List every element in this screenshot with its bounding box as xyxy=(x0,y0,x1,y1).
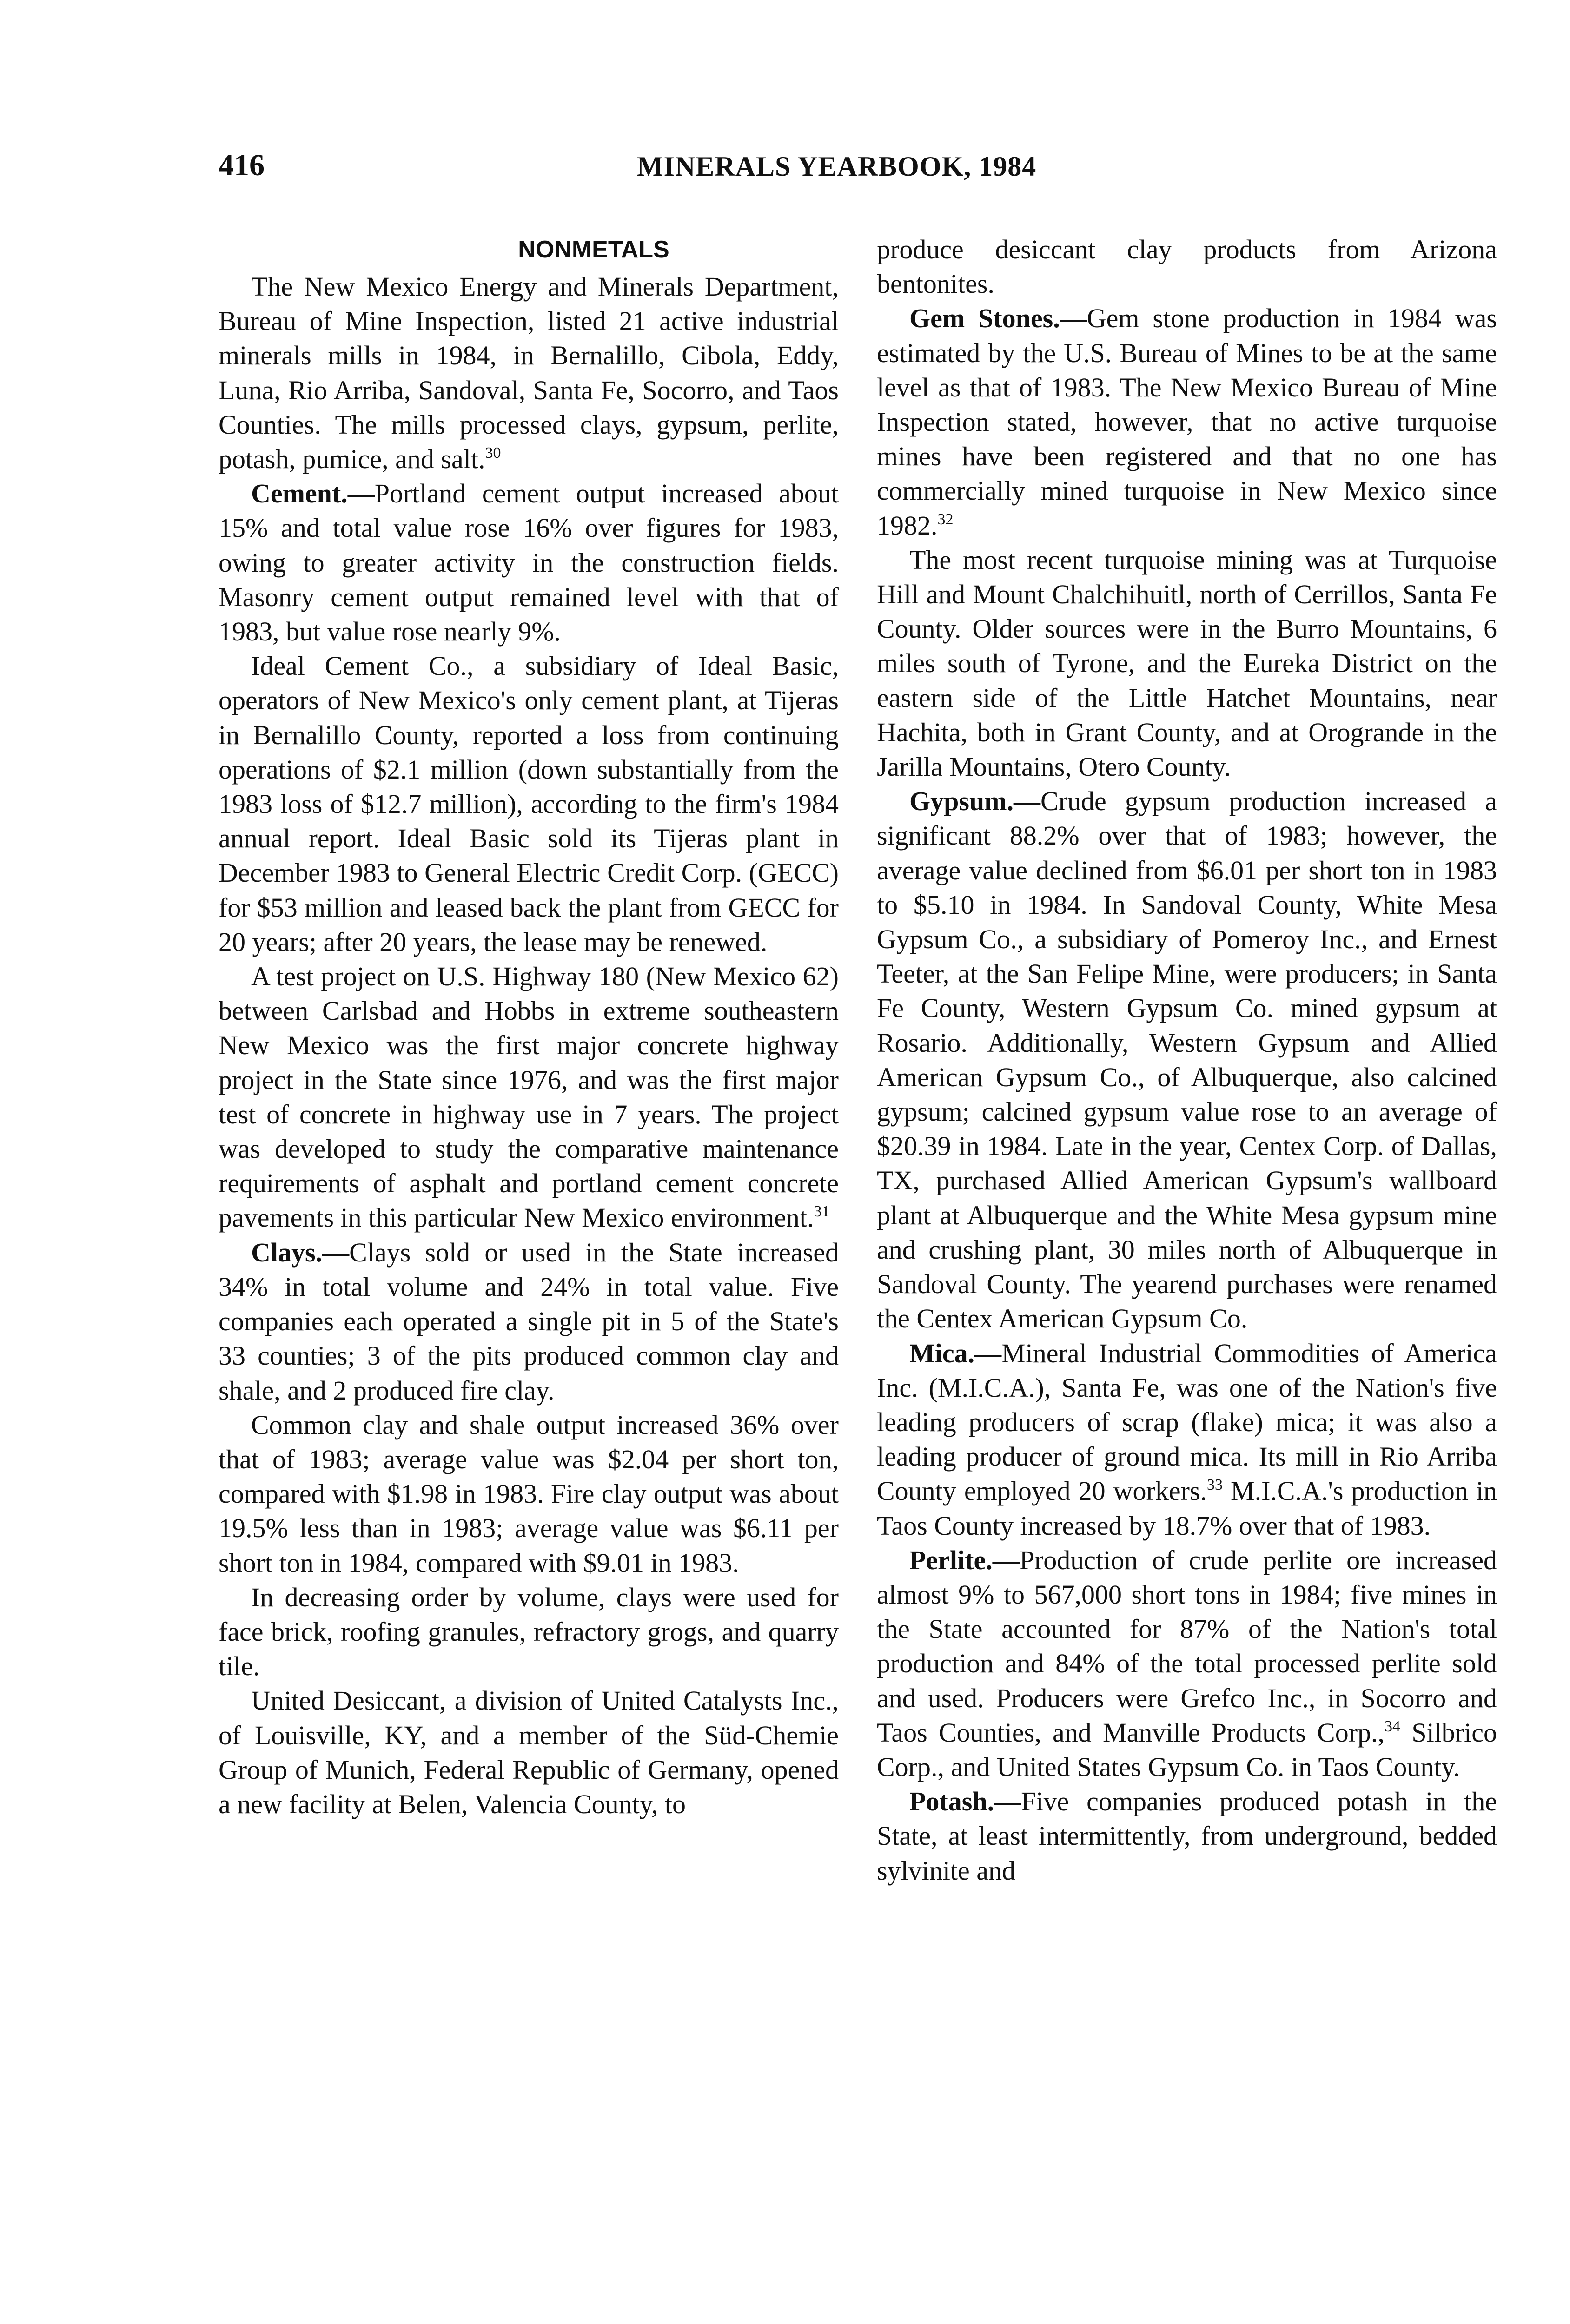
page-number: 416 xyxy=(219,148,265,182)
footnote-ref: 31 xyxy=(814,1203,830,1221)
paragraph-united-desiccant: United Desiccant, a division of United Catalysts Inc., of Louisville, KY, and a member of the Süd-Chemie Group of Munich, Federal Republic of Germany, opened a new facility at Belen, Valencia County, to xyxy=(219,1685,839,1819)
paragraph-turquoise: The most recent turquoise mining was at Turquoise Hill and Mount Chalchihuitl, north of Cerrillos, Santa Fe County. Older sources were in the Burro Mountains, 6 miles south of Tyrone, and the Eureka District on the eastern side of the Little Hatchet Mountains, near Hachita, both in Grant County, and at Orogrande in the Jarilla Mountains, Otero County. xyxy=(877,544,1497,782)
paragraph-gypsum: Gypsum.—Crude gypsum production increased a significant 88.2% over that of 1983; however, the average value declined from $6.01 per short ton in 1983 to $5.10 in 1984. In Sandoval County, White Mesa Gypsum Co., a subsidiary of Pomeroy Inc., and Ernest Teeter, at the San Felipe Mine, were producers; in Santa Fe County, Western Gypsum Co. mined gypsum at Rosario. Additionally, Western Gypsum and Allied American Gypsum Co., of Albuquerque, also calcined gypsum; calcined gypsum value rose to an average of $20.39 in 1984. Late in the year, Centex Corp. of Dallas, TX, purchased Allied American Gypsum's wallboard plant at Albuquerque and the White Mesa gypsum mine and crushing plant, 30 miles north of Albuquerque in Sandoval County. The yearend purchases were renamed the Centex American Gypsum Co. xyxy=(877,786,1497,1334)
subsection-lead: Mica.— xyxy=(909,1338,1002,1368)
paragraph-clays: Clays.—Clays sold or used in the State increased 34% in total volume and 24% in total value. Five companies each operated a single pit in 5 of the State's 33 counties; 3 of the pits produced common clay and shale, and 2 produced fire clay. xyxy=(219,1237,839,1406)
paragraph-desiccant-continued: produce desiccant clay products from Arizona bentonites. xyxy=(877,234,1497,299)
subsection-lead: Gem Stones.— xyxy=(909,303,1087,334)
subsection-lead: Perlite.— xyxy=(909,1545,1020,1575)
subsection-lead: Gypsum.— xyxy=(909,786,1041,817)
left-column xyxy=(219,232,839,1822)
paragraph-clay-uses: In decreasing order by volume, clays were used for face brick, roofing granules, refractory grogs, and quarry tile. xyxy=(219,1582,839,1682)
paragraph-common-clay: Common clay and shale output increased 36% over that of 1983; average value was $2.04 per short ton, compared with $1.98 in 1983. Fire clay output was about 19.5% less than in 1983; average value was $6.11 per short ton in 1984, compared with $9.01 in 1983. xyxy=(219,1409,839,1578)
subsection-lead: Cement.— xyxy=(251,478,375,509)
paragraph-test-project: A test project on U.S. Highway 180 (New Mexico 62) between Carlsbad and Hobbs in extreme southeastern New Mexico was the first major concrete highway project in the State since 1976, and was the first major test of concrete in highway use in 7 years. The project was developed to study the comparative maintenance requirements of asphalt and portland cement concrete pavements in this particular New Mexico environment.$^{31}$ xyxy=(219,961,839,1233)
right-column xyxy=(877,232,1497,1888)
footnote-ref: 34 xyxy=(1385,1717,1401,1735)
paragraph-cement: Cement.—Portland cement output increased about 15% and total value rose 16% over figures for 1983, owing to greater activity in the construction fields. Masonry cement output remained level with that of 1983, but value rose nearly 9%. xyxy=(219,478,839,647)
paragraph-potash: Potash.—Five companies produced potash in the State, at least intermittently, from underground, bedded sylvinite and xyxy=(877,1786,1497,1886)
footnote-ref: 30 xyxy=(485,444,501,462)
subsection-lead: Potash.— xyxy=(909,1786,1021,1817)
paragraph-ideal-cement: Ideal Cement Co., a subsidiary of Ideal Basic, operators of New Mexico's only cement plant, at Tijeras in Bernalillo County, reported a loss from continuing operations of $2.1 million (down substantially from the 1983 loss of $12.7 million), according to the firm's 1984 annual report. Ideal Basic sold its Tijeras plant in December 1983 to General Electric Credit Corp. (GECC) for $53 million and leased back the plant from GECC for 20 years; after 20 years, the lease may be renewed. xyxy=(219,651,839,957)
footnote-ref: 33 xyxy=(1206,1476,1223,1494)
running-header xyxy=(219,148,1083,190)
paragraph-perlite: Perlite.—Production of crude perlite ore increased almost 9% to 567,000 short tons in 1984; five mines in the State accounted for 87% of the Nation's total production and 84% of the total processed perlite sold and used. Producers were Grefco Inc., in Socorro and Taos Counties, and Manville Products Corp.,$^{34}$ Silbrico Corp., and United States Gypsum Co. in Taos County. xyxy=(877,1545,1497,1782)
subsection-lead: Clays.— xyxy=(251,1237,350,1268)
paragraph-gem-stones: Gem Stones.—Gem stone production in 1984 was estimated by the U.S. Bureau of Mines to be at the same level as that of 1983. The New Mexico Bureau of Mine Inspection stated, however, that no active turquoise mines have been registered and that no one has commercially mined turquoise in New Mexico since 1982.32 xyxy=(877,303,1497,541)
section-title: NONMETALS xyxy=(518,236,669,263)
paragraph-intro: The New Mexico Energy and Minerals Department, Bureau of Mine Inspection, listed 21 active industrial minerals mills in 1984, in Bernalillo, Cibola, Eddy, Luna, Rio Arriba, Sandoval, Santa Fe, Socorro, and Taos Counties. The mills processed clays, gypsum, perlite, potash, pumice, and salt.$^{30}$ xyxy=(219,271,839,475)
paragraph-mica: Mica.—Mineral Industrial Commodities of America Inc. (M.I.C.A.), Santa Fe, was one of the Nation's five leading producers of scrap (flake) mica; it was also a leading producer of ground mica. Its mill in Rio Arriba County employed 20 workers.$^{33}$ M.I.C.A.'s production in Taos County increased by 18.7% over that of 1983. xyxy=(877,1338,1497,1541)
footnote-ref: 32 xyxy=(937,510,954,528)
running-title: MINERALS YEARBOOK, 1984 xyxy=(637,151,1037,182)
